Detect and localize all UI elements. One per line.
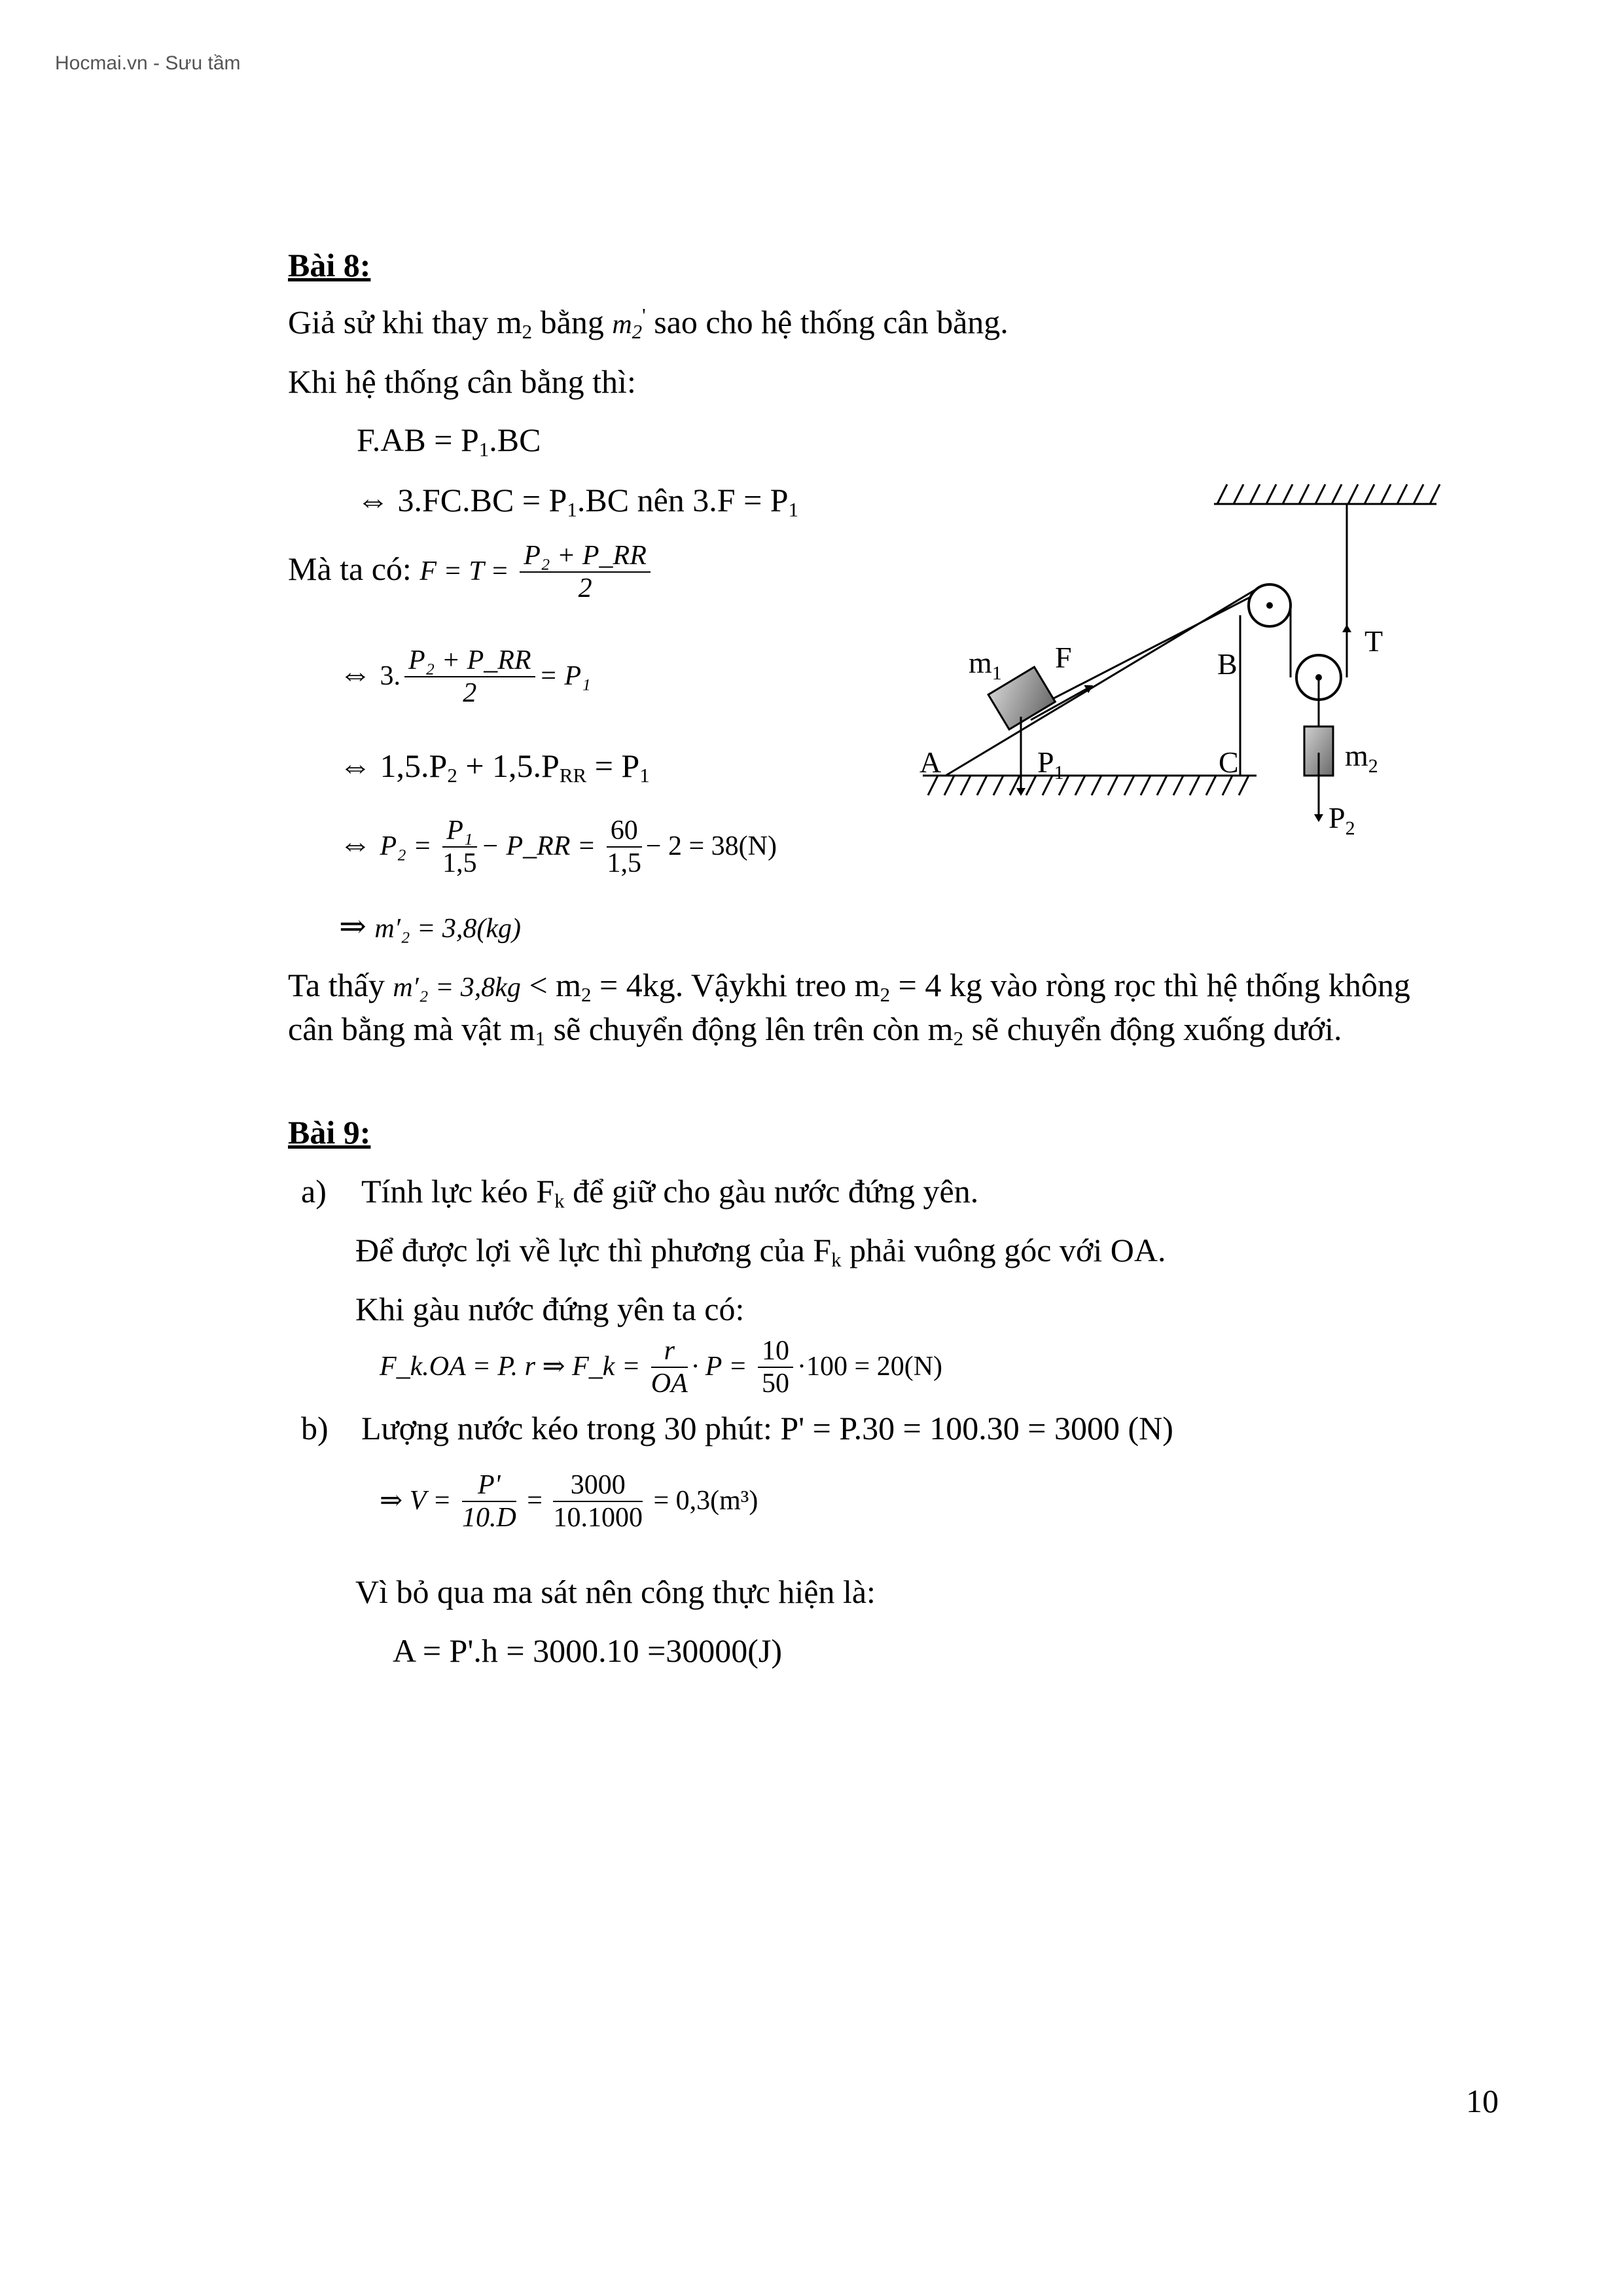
bai8-eq2: ⇔ $3.FC.BC = P_1.BC$ nên $3.F = P_1$ bbox=[357, 482, 799, 521]
bai9-b-line4: A = P'.h = 3000.10 =30000(J) bbox=[393, 1632, 783, 1669]
bai9-heading: Bài 9: bbox=[288, 1114, 371, 1151]
bai8-conclusion-2: cân bằng mà vật $m_1$ sẽ chuyển động lên trên còn $m_2$ sẽ chuyển động xuống dưới. bbox=[288, 1011, 1342, 1050]
ceiling-hatch bbox=[1214, 484, 1440, 504]
label-P2: $P_2$ bbox=[1329, 801, 1355, 839]
bai9-a-equation: F_k.OA = P. r ⇒ F_k = $\frac{r}{OA}$ · P = $\frac{10}{50}$ ·100 = 20(N) bbox=[380, 1336, 943, 1399]
bai8-eq1: $F.AB = P_1.BC$ bbox=[357, 422, 541, 461]
bai9-a-label: a) bbox=[301, 1173, 327, 1210]
label-C: C bbox=[1219, 745, 1239, 779]
bai8-line2: Khi hệ thống cân bằng thì: bbox=[288, 363, 636, 400]
bai9-a-line2: Để được lợi về lực thì phương của $F_k$ phải vuông góc với OA. bbox=[355, 1232, 1166, 1271]
bai8-heading: Bài 8: bbox=[288, 247, 371, 283]
bai8-conclusion-1: Ta thấy $m'_2 = 3,8kg < m_2 = 4kg$. Vậykhi treo $m_2 = 4$ kg vào ròng rọc thì hệ thống không bbox=[288, 967, 1410, 1006]
bai8-eq3: Mà ta có: F = T = $\frac{\text{P₂ + P\_RR}}{2}$ bbox=[288, 540, 654, 605]
bai8-eq7: ⇒ m′₂ = 3,8(kg) bbox=[339, 908, 521, 944]
label-P1: $P_1$ bbox=[1037, 745, 1064, 783]
ground-hatch bbox=[923, 776, 1257, 795]
label-B: B bbox=[1217, 647, 1238, 681]
bai8-eq5: ⇔ $1,5.P_2 + 1,5.P_{RR} = P_1$ bbox=[339, 747, 650, 787]
bai8-line1: Giả sử khi thay $m_2$ bằng $m_2'$ sao cho hệ thống cân bằng. bbox=[288, 303, 1008, 343]
bai9-b-label: b) bbox=[301, 1410, 329, 1446]
bai9-b-text: Lượng nước kéo trong 30 phút: P' = P.30 = 100.30 = 3000 (N) bbox=[361, 1410, 1173, 1446]
page-number: 10 bbox=[1466, 2083, 1499, 2119]
label-F: F bbox=[1055, 641, 1072, 674]
bai9-a-line3: Khi gàu nước đứng yên ta có: bbox=[355, 1291, 745, 1327]
bai8-eq4: ⇔ 3. $\frac{\text{P₂ + P\_RR}}{2}$ = P₁ bbox=[339, 645, 591, 709]
source-header: Hocmai.vn - Sưu tầm bbox=[55, 52, 241, 74]
label-A: A bbox=[919, 745, 942, 779]
bai9-a-text: Tính lực kéo $F_k$ để giữ cho gàu nước đứng yên. bbox=[361, 1173, 979, 1212]
bai9-b-equation: ⇒ V = $\frac{P'}{10.D}$ = $\frac{3000}{10.1000}$ = 0,3(m³) bbox=[380, 1470, 758, 1534]
label-m2: $m_2$ bbox=[1345, 739, 1378, 777]
bai8-eq6: ⇔ P₂ = $\frac{\text{P₁}}{1,5}$ − P_RR = $\frac{60}{1,5}$ − 2 = 38(N) bbox=[339, 816, 777, 879]
bai9-b-line3: Vì bỏ qua ma sát nên công thực hiện là: bbox=[355, 1573, 876, 1610]
label-T: T bbox=[1364, 624, 1383, 658]
label-m1: $m_1$ bbox=[969, 646, 1002, 684]
incline-pulley-figure bbox=[903, 458, 1466, 877]
